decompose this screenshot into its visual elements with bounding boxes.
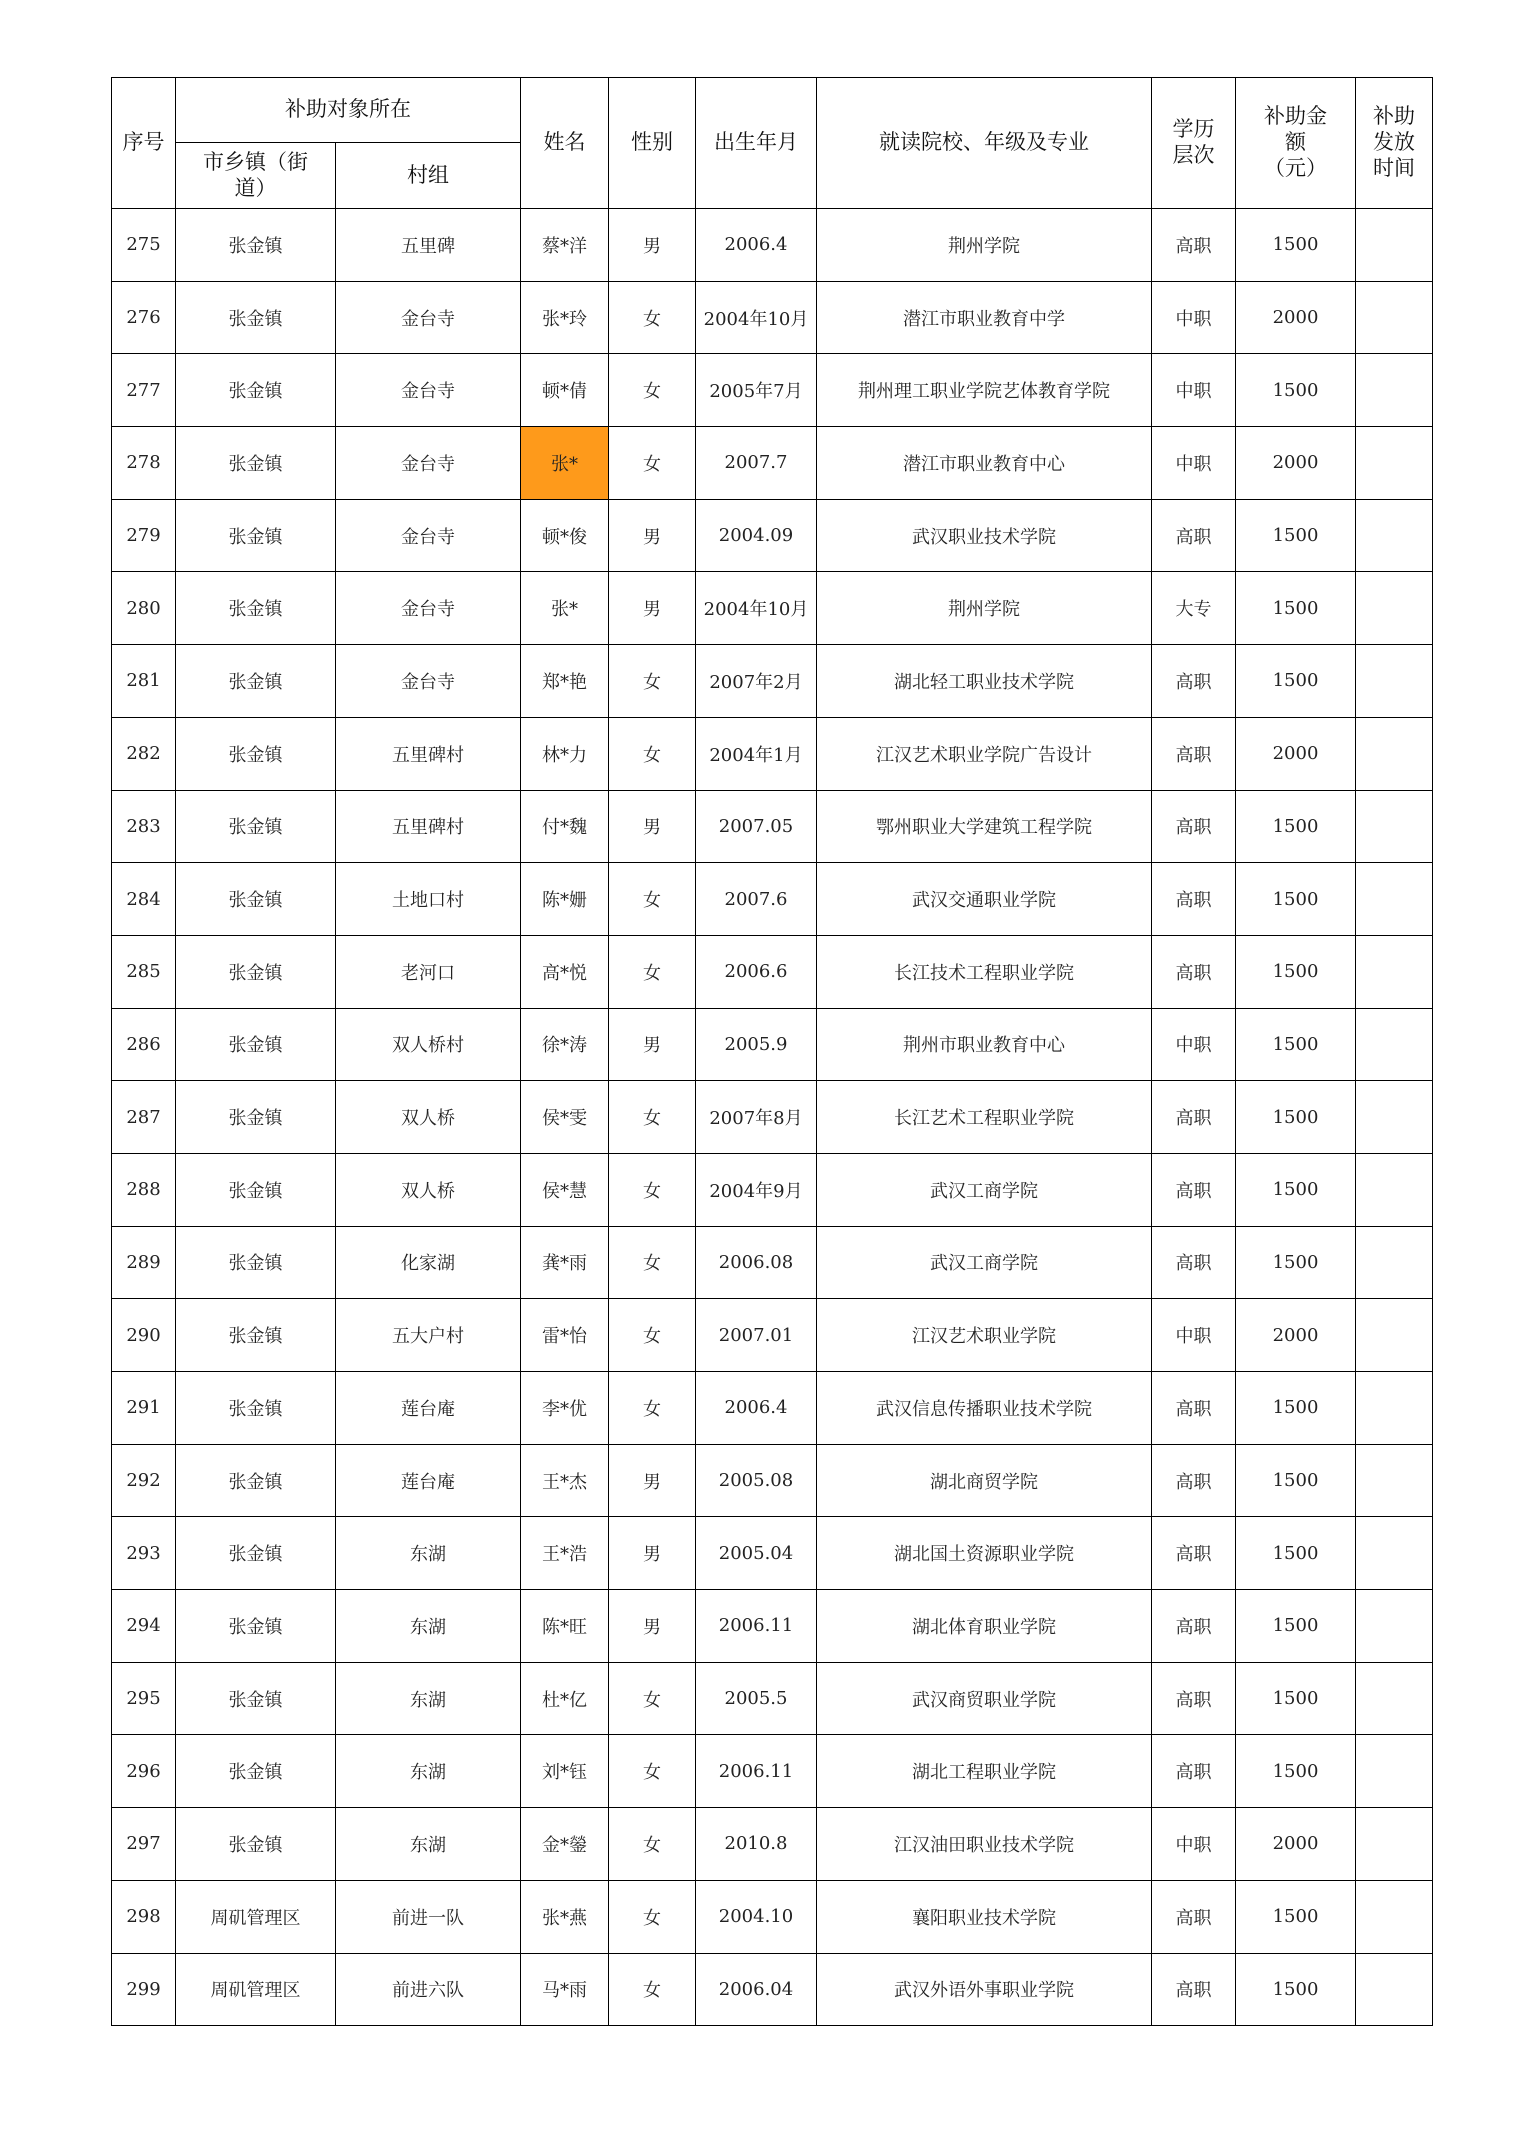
cell-seq: 292 xyxy=(112,1444,176,1517)
cell-amount: 1500 xyxy=(1236,354,1356,427)
cell-level: 中职 xyxy=(1152,1808,1236,1881)
cell-seq: 276 xyxy=(112,281,176,354)
cell-level: 高职 xyxy=(1152,1662,1236,1735)
cell-name: 顿*倩 xyxy=(521,354,609,427)
cell-level: 高职 xyxy=(1152,1590,1236,1663)
cell-village: 土地口村 xyxy=(336,863,521,936)
cell-village: 五大户村 xyxy=(336,1299,521,1372)
cell-seq: 291 xyxy=(112,1372,176,1445)
cell-amount: 1500 xyxy=(1236,645,1356,718)
cell-birth: 2007.01 xyxy=(696,1299,817,1372)
cell-school: 湖北工程职业学院 xyxy=(817,1735,1152,1808)
cell-school: 湖北体育职业学院 xyxy=(817,1590,1152,1663)
cell-village: 东湖 xyxy=(336,1735,521,1808)
cell-birth: 2005.5 xyxy=(696,1662,817,1735)
table-row xyxy=(112,863,1433,936)
cell-village: 化家湖 xyxy=(336,1226,521,1299)
cell-level: 高职 xyxy=(1152,499,1236,572)
cell-village: 双人桥 xyxy=(336,1081,521,1154)
cell-school: 武汉交通职业学院 xyxy=(817,863,1152,936)
cell-birth: 2004.10 xyxy=(696,1880,817,1953)
table-row xyxy=(112,1808,1433,1881)
cell-village: 五里碑村 xyxy=(336,790,521,863)
header-name: 姓名 xyxy=(521,78,609,209)
cell-time xyxy=(1356,499,1433,572)
cell-town: 张金镇 xyxy=(176,935,336,1008)
cell-gender: 女 xyxy=(609,863,696,936)
cell-time xyxy=(1356,209,1433,282)
header-level: 学历层次 xyxy=(1152,78,1236,209)
cell-seq: 296 xyxy=(112,1735,176,1808)
cell-birth: 2005年7月 xyxy=(696,354,817,427)
cell-school: 潜江市职业教育中心 xyxy=(817,427,1152,500)
cell-town: 张金镇 xyxy=(176,209,336,282)
cell-time xyxy=(1356,1153,1433,1226)
cell-amount: 2000 xyxy=(1236,427,1356,500)
cell-birth: 2006.04 xyxy=(696,1953,817,2026)
cell-level: 中职 xyxy=(1152,1299,1236,1372)
cell-school: 湖北商贸学院 xyxy=(817,1444,1152,1517)
cell-name: 侯*慧 xyxy=(521,1153,609,1226)
cell-level: 高职 xyxy=(1152,790,1236,863)
cell-time xyxy=(1356,645,1433,718)
table-row xyxy=(112,427,1433,500)
header-amount: 补助金额（元） xyxy=(1236,78,1356,209)
header-seq: 序号 xyxy=(112,78,176,209)
cell-town: 张金镇 xyxy=(176,863,336,936)
cell-time xyxy=(1356,1226,1433,1299)
cell-town: 张金镇 xyxy=(176,499,336,572)
cell-name: 金*鎣 xyxy=(521,1808,609,1881)
cell-school: 荆州理工职业学院艺体教育学院 xyxy=(817,354,1152,427)
cell-name: 林*力 xyxy=(521,717,609,790)
cell-birth: 2004.09 xyxy=(696,499,817,572)
cell-time xyxy=(1356,717,1433,790)
cell-village: 金台寺 xyxy=(336,572,521,645)
cell-school: 湖北国土资源职业学院 xyxy=(817,1517,1152,1590)
cell-gender: 女 xyxy=(609,1372,696,1445)
cell-time xyxy=(1356,1953,1433,2026)
cell-gender: 女 xyxy=(609,281,696,354)
cell-gender: 女 xyxy=(609,1081,696,1154)
cell-town: 张金镇 xyxy=(176,790,336,863)
cell-time xyxy=(1356,790,1433,863)
table-row xyxy=(112,1372,1433,1445)
cell-level: 中职 xyxy=(1152,1008,1236,1081)
cell-village: 老河口 xyxy=(336,935,521,1008)
subsidy-table-sheet xyxy=(111,77,1433,2026)
cell-name: 龚*雨 xyxy=(521,1226,609,1299)
cell-name: 刘*钰 xyxy=(521,1735,609,1808)
cell-amount: 1500 xyxy=(1236,1953,1356,2026)
table-row xyxy=(112,935,1433,1008)
cell-level: 高职 xyxy=(1152,1880,1236,1953)
table-row xyxy=(112,790,1433,863)
cell-gender: 女 xyxy=(609,1735,696,1808)
cell-school: 武汉信息传播职业技术学院 xyxy=(817,1372,1152,1445)
cell-time xyxy=(1356,863,1433,936)
cell-town: 张金镇 xyxy=(176,281,336,354)
cell-name: 蔡*洋 xyxy=(521,209,609,282)
cell-seq: 285 xyxy=(112,935,176,1008)
cell-time xyxy=(1356,1735,1433,1808)
cell-school: 长江艺术工程职业学院 xyxy=(817,1081,1152,1154)
cell-gender: 女 xyxy=(609,645,696,718)
cell-town: 张金镇 xyxy=(176,645,336,718)
cell-village: 莲台庵 xyxy=(336,1444,521,1517)
cell-birth: 2004年10月 xyxy=(696,281,817,354)
cell-seq: 290 xyxy=(112,1299,176,1372)
cell-seq: 299 xyxy=(112,1953,176,2026)
cell-village: 莲台庵 xyxy=(336,1372,521,1445)
cell-village: 金台寺 xyxy=(336,427,521,500)
cell-gender: 女 xyxy=(609,1299,696,1372)
cell-birth: 2007.6 xyxy=(696,863,817,936)
table-row xyxy=(112,281,1433,354)
cell-school: 武汉外语外事职业学院 xyxy=(817,1953,1152,2026)
cell-name: 张* xyxy=(521,427,609,500)
cell-school: 江汉油田职业技术学院 xyxy=(817,1808,1152,1881)
cell-village: 五里碑 xyxy=(336,209,521,282)
cell-school: 武汉商贸职业学院 xyxy=(817,1662,1152,1735)
cell-time xyxy=(1356,1517,1433,1590)
cell-name: 马*雨 xyxy=(521,1953,609,2026)
cell-village: 东湖 xyxy=(336,1808,521,1881)
cell-amount: 1500 xyxy=(1236,1517,1356,1590)
header-village: 村组 xyxy=(336,143,521,209)
cell-birth: 2006.11 xyxy=(696,1735,817,1808)
cell-amount: 1500 xyxy=(1236,1008,1356,1081)
cell-level: 高职 xyxy=(1152,863,1236,936)
cell-birth: 2004年10月 xyxy=(696,572,817,645)
header-time: 补助发放时间 xyxy=(1356,78,1433,209)
header-location-group: 补助对象所在 xyxy=(176,78,521,143)
cell-gender: 女 xyxy=(609,1153,696,1226)
cell-birth: 2004年9月 xyxy=(696,1153,817,1226)
table-row xyxy=(112,717,1433,790)
cell-time xyxy=(1356,1008,1433,1081)
cell-village: 金台寺 xyxy=(336,354,521,427)
table-row xyxy=(112,209,1433,282)
cell-amount: 1500 xyxy=(1236,1372,1356,1445)
cell-name: 付*魏 xyxy=(521,790,609,863)
cell-level: 高职 xyxy=(1152,645,1236,718)
cell-level: 高职 xyxy=(1152,717,1236,790)
cell-level: 高职 xyxy=(1152,1444,1236,1517)
cell-amount: 2000 xyxy=(1236,1299,1356,1372)
cell-school: 襄阳职业技术学院 xyxy=(817,1880,1152,1953)
cell-amount: 2000 xyxy=(1236,281,1356,354)
cell-seq: 289 xyxy=(112,1226,176,1299)
cell-time xyxy=(1356,1662,1433,1735)
cell-town: 张金镇 xyxy=(176,1590,336,1663)
cell-time xyxy=(1356,572,1433,645)
cell-town: 张金镇 xyxy=(176,1517,336,1590)
cell-gender: 男 xyxy=(609,572,696,645)
cell-school: 荆州学院 xyxy=(817,209,1152,282)
table-row xyxy=(112,1662,1433,1735)
cell-village: 东湖 xyxy=(336,1662,521,1735)
table-header xyxy=(112,78,1433,209)
cell-town: 张金镇 xyxy=(176,1153,336,1226)
cell-birth: 2006.08 xyxy=(696,1226,817,1299)
table-row xyxy=(112,1880,1433,1953)
cell-amount: 1500 xyxy=(1236,209,1356,282)
cell-birth: 2007.7 xyxy=(696,427,817,500)
cell-gender: 女 xyxy=(609,717,696,790)
cell-name: 张*玲 xyxy=(521,281,609,354)
cell-seq: 298 xyxy=(112,1880,176,1953)
cell-birth: 2005.04 xyxy=(696,1517,817,1590)
cell-seq: 278 xyxy=(112,427,176,500)
cell-amount: 1500 xyxy=(1236,499,1356,572)
cell-level: 高职 xyxy=(1152,1372,1236,1445)
cell-name: 顿*俊 xyxy=(521,499,609,572)
cell-gender: 男 xyxy=(609,1590,696,1663)
cell-name: 徐*涛 xyxy=(521,1008,609,1081)
cell-time xyxy=(1356,1081,1433,1154)
cell-name: 杜*亿 xyxy=(521,1662,609,1735)
header-gender: 性别 xyxy=(609,78,696,209)
cell-gender: 男 xyxy=(609,790,696,863)
cell-level: 大专 xyxy=(1152,572,1236,645)
cell-level: 高职 xyxy=(1152,1226,1236,1299)
cell-seq: 284 xyxy=(112,863,176,936)
table-row xyxy=(112,1008,1433,1081)
cell-village: 金台寺 xyxy=(336,645,521,718)
table-body xyxy=(112,209,1433,2026)
cell-time xyxy=(1356,281,1433,354)
cell-level: 中职 xyxy=(1152,281,1236,354)
cell-village: 双人桥村 xyxy=(336,1008,521,1081)
cell-school: 武汉工商学院 xyxy=(817,1153,1152,1226)
cell-gender: 女 xyxy=(609,427,696,500)
cell-time xyxy=(1356,1444,1433,1517)
cell-amount: 1500 xyxy=(1236,1880,1356,1953)
table-row xyxy=(112,1953,1433,2026)
cell-birth: 2010.8 xyxy=(696,1808,817,1881)
cell-town: 张金镇 xyxy=(176,1372,336,1445)
cell-amount: 1500 xyxy=(1236,1226,1356,1299)
cell-name: 王*杰 xyxy=(521,1444,609,1517)
cell-amount: 1500 xyxy=(1236,1153,1356,1226)
cell-seq: 277 xyxy=(112,354,176,427)
cell-town: 张金镇 xyxy=(176,572,336,645)
cell-town: 张金镇 xyxy=(176,354,336,427)
cell-amount: 1500 xyxy=(1236,790,1356,863)
cell-gender: 女 xyxy=(609,354,696,427)
header-town: 市乡镇（街道） xyxy=(176,143,336,209)
cell-school: 鄂州职业大学建筑工程学院 xyxy=(817,790,1152,863)
cell-school: 江汉艺术职业学院 xyxy=(817,1299,1152,1372)
cell-seq: 283 xyxy=(112,790,176,863)
cell-town: 张金镇 xyxy=(176,1299,336,1372)
cell-school: 武汉工商学院 xyxy=(817,1226,1152,1299)
cell-name: 雷*怡 xyxy=(521,1299,609,1372)
cell-gender: 男 xyxy=(609,1008,696,1081)
cell-seq: 280 xyxy=(112,572,176,645)
cell-seq: 286 xyxy=(112,1008,176,1081)
cell-school: 荆州市职业教育中心 xyxy=(817,1008,1152,1081)
cell-town: 张金镇 xyxy=(176,1444,336,1517)
cell-gender: 女 xyxy=(609,1953,696,2026)
cell-gender: 女 xyxy=(609,1808,696,1881)
cell-town: 张金镇 xyxy=(176,1226,336,1299)
table-row xyxy=(112,1226,1433,1299)
subsidy-table xyxy=(111,77,1433,2026)
cell-birth: 2005.9 xyxy=(696,1008,817,1081)
cell-school: 湖北轻工职业技术学院 xyxy=(817,645,1152,718)
cell-level: 中职 xyxy=(1152,354,1236,427)
header-school: 就读院校、年级及专业 xyxy=(817,78,1152,209)
cell-gender: 男 xyxy=(609,499,696,572)
cell-gender: 女 xyxy=(609,935,696,1008)
cell-village: 金台寺 xyxy=(336,499,521,572)
cell-name: 郑*艳 xyxy=(521,645,609,718)
header-birth: 出生年月 xyxy=(696,78,817,209)
cell-time xyxy=(1356,935,1433,1008)
cell-birth: 2004年1月 xyxy=(696,717,817,790)
cell-town: 周矶管理区 xyxy=(176,1880,336,1953)
cell-town: 张金镇 xyxy=(176,1735,336,1808)
cell-level: 高职 xyxy=(1152,1081,1236,1154)
cell-level: 高职 xyxy=(1152,1735,1236,1808)
cell-time xyxy=(1356,354,1433,427)
cell-level: 高职 xyxy=(1152,1153,1236,1226)
cell-birth: 2007年8月 xyxy=(696,1081,817,1154)
cell-seq: 282 xyxy=(112,717,176,790)
cell-amount: 2000 xyxy=(1236,1808,1356,1881)
cell-time xyxy=(1356,427,1433,500)
cell-gender: 女 xyxy=(609,1880,696,1953)
cell-town: 张金镇 xyxy=(176,1662,336,1735)
table-row xyxy=(112,1153,1433,1226)
cell-seq: 295 xyxy=(112,1662,176,1735)
cell-town: 周矶管理区 xyxy=(176,1953,336,2026)
cell-seq: 297 xyxy=(112,1808,176,1881)
cell-amount: 1500 xyxy=(1236,572,1356,645)
cell-school: 武汉职业技术学院 xyxy=(817,499,1152,572)
cell-name: 陈*姗 xyxy=(521,863,609,936)
cell-amount: 2000 xyxy=(1236,717,1356,790)
cell-name: 王*浩 xyxy=(521,1517,609,1590)
cell-time xyxy=(1356,1299,1433,1372)
table-row xyxy=(112,1081,1433,1154)
cell-time xyxy=(1356,1808,1433,1881)
cell-level: 高职 xyxy=(1152,1517,1236,1590)
cell-time xyxy=(1356,1880,1433,1953)
table-row xyxy=(112,1517,1433,1590)
cell-town: 张金镇 xyxy=(176,427,336,500)
cell-village: 五里碑村 xyxy=(336,717,521,790)
cell-amount: 1500 xyxy=(1236,1444,1356,1517)
table-row xyxy=(112,1590,1433,1663)
cell-name: 高*悦 xyxy=(521,935,609,1008)
cell-town: 张金镇 xyxy=(176,1081,336,1154)
cell-town: 张金镇 xyxy=(176,1808,336,1881)
cell-birth: 2006.4 xyxy=(696,209,817,282)
cell-birth: 2005.08 xyxy=(696,1444,817,1517)
cell-amount: 1500 xyxy=(1236,935,1356,1008)
cell-name: 张* xyxy=(521,572,609,645)
cell-seq: 281 xyxy=(112,645,176,718)
cell-name: 张*燕 xyxy=(521,1880,609,1953)
cell-level: 中职 xyxy=(1152,427,1236,500)
cell-name: 陈*旺 xyxy=(521,1590,609,1663)
cell-gender: 女 xyxy=(609,1226,696,1299)
table-row xyxy=(112,354,1433,427)
table-row xyxy=(112,1444,1433,1517)
cell-birth: 2007年2月 xyxy=(696,645,817,718)
cell-level: 高职 xyxy=(1152,1953,1236,2026)
cell-name: 李*优 xyxy=(521,1372,609,1445)
cell-gender: 男 xyxy=(609,1517,696,1590)
cell-birth: 2006.6 xyxy=(696,935,817,1008)
cell-village: 双人桥 xyxy=(336,1153,521,1226)
cell-school: 长江技术工程职业学院 xyxy=(817,935,1152,1008)
cell-seq: 294 xyxy=(112,1590,176,1663)
table-row xyxy=(112,645,1433,718)
cell-amount: 1500 xyxy=(1236,1081,1356,1154)
cell-gender: 男 xyxy=(609,209,696,282)
cell-school: 潜江市职业教育中学 xyxy=(817,281,1152,354)
cell-amount: 1500 xyxy=(1236,1735,1356,1808)
cell-school: 荆州学院 xyxy=(817,572,1152,645)
cell-level: 高职 xyxy=(1152,209,1236,282)
cell-birth: 2007.05 xyxy=(696,790,817,863)
cell-town: 张金镇 xyxy=(176,1008,336,1081)
cell-time xyxy=(1356,1590,1433,1663)
cell-amount: 1500 xyxy=(1236,1662,1356,1735)
cell-seq: 287 xyxy=(112,1081,176,1154)
cell-birth: 2006.11 xyxy=(696,1590,817,1663)
cell-gender: 女 xyxy=(609,1662,696,1735)
cell-time xyxy=(1356,1372,1433,1445)
cell-level: 高职 xyxy=(1152,935,1236,1008)
cell-village: 东湖 xyxy=(336,1517,521,1590)
cell-village: 前进六队 xyxy=(336,1953,521,2026)
cell-school: 江汉艺术职业学院广告设计 xyxy=(817,717,1152,790)
cell-amount: 1500 xyxy=(1236,863,1356,936)
table-row xyxy=(112,1735,1433,1808)
cell-village: 金台寺 xyxy=(336,281,521,354)
table-row xyxy=(112,1299,1433,1372)
cell-amount: 1500 xyxy=(1236,1590,1356,1663)
cell-seq: 293 xyxy=(112,1517,176,1590)
cell-town: 张金镇 xyxy=(176,717,336,790)
cell-village: 前进一队 xyxy=(336,1880,521,1953)
cell-seq: 288 xyxy=(112,1153,176,1226)
cell-name: 侯*雯 xyxy=(521,1081,609,1154)
cell-birth: 2006.4 xyxy=(696,1372,817,1445)
cell-seq: 275 xyxy=(112,209,176,282)
table-row xyxy=(112,499,1433,572)
cell-village: 东湖 xyxy=(336,1590,521,1663)
cell-seq: 279 xyxy=(112,499,176,572)
table-row xyxy=(112,572,1433,645)
cell-gender: 男 xyxy=(609,1444,696,1517)
